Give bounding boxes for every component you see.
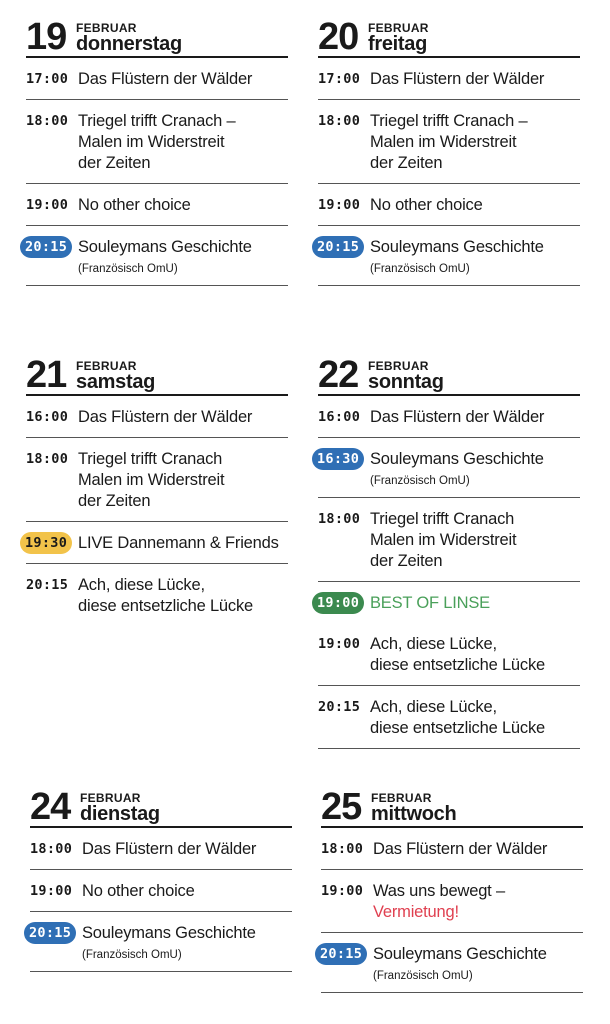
time-badge: 19:30	[20, 532, 72, 554]
event-language: (Französisch OmU)	[373, 970, 473, 982]
day-number: 25	[321, 786, 362, 828]
event-row	[318, 686, 580, 749]
event-row	[26, 396, 288, 438]
event-time: 19:00	[26, 197, 69, 213]
event-row	[30, 870, 292, 912]
day-block	[318, 352, 580, 749]
event-row	[26, 58, 288, 100]
event-row	[318, 498, 580, 582]
event-row	[321, 933, 583, 993]
month-label: FEBRUAR	[368, 21, 429, 35]
weekday-label: samstag	[76, 371, 156, 393]
event-title: Was uns bewegt – Vermietung!	[373, 882, 505, 921]
event-row	[318, 184, 580, 226]
event-time: 19:00	[321, 883, 364, 899]
event-row	[318, 58, 580, 100]
weekday-label: mittwoch	[371, 803, 457, 825]
event-row	[26, 226, 288, 286]
day-header	[26, 352, 288, 396]
time-badge: 16:30	[312, 448, 364, 470]
event-title: Ach, diese Lücke, diese entsetzliche Lücke	[78, 576, 253, 615]
day-number: 24	[30, 786, 71, 828]
event-row	[26, 100, 288, 184]
event-time: 18:00	[26, 451, 69, 467]
event-row	[318, 582, 580, 623]
day-header	[318, 352, 580, 396]
event-time: 19:00	[30, 883, 73, 899]
event-row	[26, 564, 288, 626]
event-row	[318, 226, 580, 286]
month-label: FEBRUAR	[76, 21, 137, 35]
time-badge: 20:15	[312, 236, 364, 258]
event-time: 18:00	[318, 511, 361, 527]
event-title: Souleymans Geschichte	[370, 238, 544, 256]
weekday-label: freitag	[368, 33, 428, 55]
day-number: 20	[318, 16, 359, 58]
event-row	[318, 623, 580, 686]
event-time: 17:00	[26, 71, 69, 87]
event-title: No other choice	[78, 196, 191, 214]
event-row	[26, 438, 288, 522]
event-title: Ach, diese Lücke, diese entsetzliche Lücke	[370, 698, 545, 737]
event-title: No other choice	[370, 196, 483, 214]
time-badge: 20:15	[20, 236, 72, 258]
event-row	[321, 828, 583, 870]
event-title: Triegel trifft Cranach – Malen im Widerstreit der Zeiten	[78, 112, 236, 172]
event-title: LIVE Dannemann & Friends	[78, 534, 279, 552]
event-language: (Französisch OmU)	[370, 263, 470, 275]
event-title: Souleymans Geschichte	[373, 945, 547, 963]
event-title: Das Flüstern der Wälder	[370, 408, 545, 426]
event-time: 20:15	[318, 699, 361, 715]
event-title: Ach, diese Lücke, diese entsetzliche Lücke	[370, 635, 545, 674]
event-title: Triegel trifft Cranach – Malen im Widerstreit der Zeiten	[370, 112, 528, 172]
day-number: 19	[26, 16, 67, 58]
month-label: FEBRUAR	[80, 791, 141, 805]
event-title: Souleymans Geschichte	[370, 450, 544, 468]
event-row	[30, 828, 292, 870]
event-language: (Französisch OmU)	[370, 475, 470, 487]
month-label: FEBRUAR	[76, 359, 137, 373]
event-time: 20:15	[26, 577, 69, 593]
event-title: Das Flüstern der Wälder	[370, 70, 545, 88]
time-badge: 20:15	[24, 922, 76, 944]
event-title: Triegel trifft Cranach Malen im Widerstreit der Zeiten	[370, 510, 517, 570]
event-title: Das Flüstern der Wälder	[78, 408, 253, 426]
event-language: (Französisch OmU)	[78, 263, 178, 275]
day-number: 21	[26, 354, 67, 396]
event-time: 18:00	[30, 841, 73, 857]
event-title: Das Flüstern der Wälder	[82, 840, 257, 858]
event-row	[318, 438, 580, 498]
event-title: Das Flüstern der Wälder	[78, 70, 253, 88]
day-block	[321, 784, 583, 993]
day-block	[26, 14, 288, 286]
time-badge: 20:15	[315, 943, 367, 965]
event-time: 18:00	[26, 113, 69, 129]
weekday-label: donnerstag	[76, 33, 182, 55]
day-header	[26, 14, 288, 58]
event-title: BEST OF LINSE	[370, 594, 490, 612]
event-time: 16:00	[318, 409, 361, 425]
event-time: 17:00	[318, 71, 361, 87]
event-title: Souleymans Geschichte	[82, 924, 256, 942]
event-row	[318, 100, 580, 184]
weekday-label: sonntag	[368, 371, 444, 393]
event-row	[321, 870, 583, 933]
event-title: No other choice	[82, 882, 195, 900]
event-title: Triegel trifft Cranach Malen im Widerstreit der Zeiten	[78, 450, 225, 510]
day-block	[30, 784, 292, 972]
day-number: 22	[318, 354, 359, 396]
day-header	[318, 14, 580, 58]
event-title: Souleymans Geschichte	[78, 238, 252, 256]
month-label: FEBRUAR	[371, 791, 432, 805]
month-label: FEBRUAR	[368, 359, 429, 373]
day-header	[321, 784, 583, 828]
event-time: 19:00	[318, 636, 361, 652]
day-block	[26, 352, 288, 626]
time-badge: 19:00	[312, 592, 364, 614]
event-row	[30, 912, 292, 972]
event-language: (Französisch OmU)	[82, 949, 182, 961]
weekday-label: dienstag	[80, 803, 160, 825]
event-note: Vermietung!	[373, 903, 459, 921]
event-time: 19:00	[318, 197, 361, 213]
event-time: 18:00	[318, 113, 361, 129]
event-row	[318, 396, 580, 438]
day-block	[318, 14, 580, 286]
event-row	[26, 522, 288, 564]
event-row	[26, 184, 288, 226]
event-title: Das Flüstern der Wälder	[373, 840, 548, 858]
event-time: 16:00	[26, 409, 69, 425]
day-header	[30, 784, 292, 828]
event-time: 18:00	[321, 841, 364, 857]
